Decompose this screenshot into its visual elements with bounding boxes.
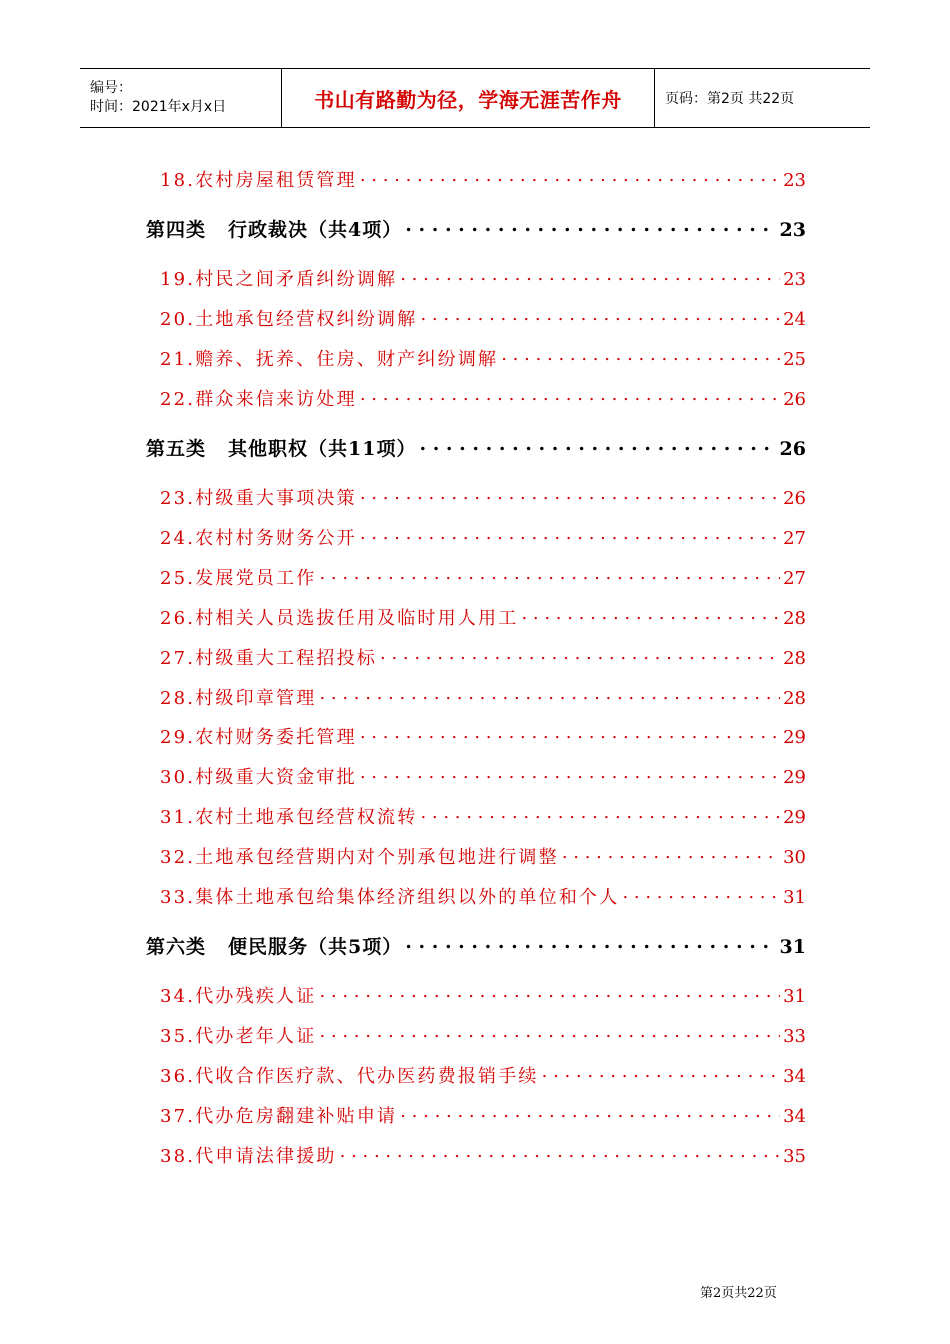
toc-item <box>160 644 806 670</box>
toc-category-number: 第四类 <box>146 219 207 241</box>
toc-label: 26.村相关人员选拔任用及临时用人用工 <box>160 608 519 629</box>
header-meta <box>80 69 282 127</box>
toc-label: 30.村级重大资金审批 <box>160 767 357 788</box>
toc-leader-dots <box>319 984 780 1002</box>
toc-leader-dots <box>360 526 780 544</box>
toc-label: 18.农村房屋租赁管理 <box>160 170 357 191</box>
toc-leader-dots <box>360 168 780 186</box>
toc-page-number: 25 <box>783 349 806 370</box>
toc-item <box>160 305 806 331</box>
toc-category-title: 其他职权（共11项） <box>228 438 417 460</box>
toc-page-number: 28 <box>783 648 806 669</box>
toc-item <box>160 843 806 869</box>
toc-page-number: 31 <box>783 887 806 908</box>
header-page-info <box>655 69 870 127</box>
toc-label: 38.代申请法律援助 <box>160 1146 337 1167</box>
toc-category-number: 第五类 <box>146 438 207 460</box>
toc-page-number: 23 <box>783 170 806 191</box>
toc-leader-dots <box>360 387 780 405</box>
toc-label <box>146 932 402 959</box>
toc-item <box>160 1022 806 1048</box>
toc-label: 19.村民之间矛盾纠纷调解 <box>160 269 398 290</box>
toc-label <box>146 215 402 242</box>
toc-page-number: 26 <box>783 488 806 509</box>
toc-page-number: 27 <box>783 528 806 549</box>
toc-label: 29.农村财务委托管理 <box>160 727 357 748</box>
toc-item <box>160 883 806 909</box>
toc-leader-dots <box>319 686 780 704</box>
toc-label: 20.土地承包经营权纠纷调解 <box>160 309 418 330</box>
toc-leader-dots <box>405 934 776 953</box>
toc-leader-dots <box>380 646 780 664</box>
toc-leader-dots <box>521 606 780 624</box>
toc-label: 24.农村村务财务公开 <box>160 528 357 549</box>
toc-label: 21.赡养、抚养、住房、财产纠纷调解 <box>160 349 499 370</box>
toc-label: 23.村级重大事项决策 <box>160 488 357 509</box>
toc-item <box>160 484 806 510</box>
toc-page-number: 31 <box>783 986 806 1007</box>
toc-leader-dots <box>400 1104 780 1122</box>
toc-item <box>160 982 806 1008</box>
toc-leader-dots <box>405 217 776 236</box>
header-motto <box>282 69 655 127</box>
toc-leader-dots <box>319 1024 780 1042</box>
toc-page-number: 35 <box>783 1146 806 1167</box>
page-header <box>80 68 870 128</box>
toc-item <box>160 345 806 371</box>
toc-page-number: 28 <box>783 608 806 629</box>
toc-item <box>160 763 806 789</box>
toc-item <box>160 564 806 590</box>
toc-page-number: 34 <box>783 1106 806 1127</box>
toc-label: 34.代办残疾人证 <box>160 986 317 1007</box>
toc-item <box>160 1142 806 1168</box>
toc-leader-dots <box>319 566 780 584</box>
toc-item <box>160 1102 806 1128</box>
toc-page-number: 24 <box>783 309 806 330</box>
toc-label: 36.代收合作医疗款、代办医药费报销手续 <box>160 1066 539 1087</box>
toc-page-number: 23 <box>783 269 806 290</box>
toc-label: 25.发展党员工作 <box>160 568 317 589</box>
toc-leader-dots <box>622 885 780 903</box>
toc-label: 32.土地承包经营期内对个别承包地进行调整 <box>160 847 559 868</box>
toc-page-number: 23 <box>779 219 806 241</box>
footer-page-text: 第2页共22页 <box>700 1286 777 1301</box>
toc-leader-dots <box>419 436 776 455</box>
header-time: 时间：2021年x月x日 <box>90 99 227 115</box>
toc-leader-dots <box>562 845 780 863</box>
toc-category-title: 便民服务（共5项） <box>228 936 403 958</box>
toc-label: 31.农村土地承包经营权流转 <box>160 807 418 828</box>
toc-leader-dots <box>360 486 780 504</box>
toc-page-number: 26 <box>783 389 806 410</box>
toc-leader-dots <box>400 267 780 285</box>
header-page-text: 页码：第2页 共22页 <box>665 91 795 107</box>
toc-item <box>160 723 806 749</box>
toc-page-number: 27 <box>783 568 806 589</box>
toc-page-number: 30 <box>783 847 806 868</box>
toc-label: 28.村级印章管理 <box>160 688 317 709</box>
toc-item <box>160 684 806 710</box>
toc-label <box>146 434 416 461</box>
toc-leader-dots <box>340 1144 780 1162</box>
toc-leader-dots <box>420 307 780 325</box>
toc-category-title: 行政裁决（共4项） <box>228 219 403 241</box>
toc-page-number: 28 <box>783 688 806 709</box>
toc-page-number: 29 <box>783 727 806 748</box>
toc-item <box>160 524 806 550</box>
toc-label: 27.村级重大工程招投标 <box>160 648 378 669</box>
toc-category-number: 第六类 <box>146 936 207 958</box>
toc-item <box>160 385 806 411</box>
header-number: 编号： <box>90 80 132 96</box>
toc-leader-dots <box>360 765 780 783</box>
toc-item <box>160 1062 806 1088</box>
toc-page-number: 34 <box>783 1066 806 1087</box>
toc-page-number: 31 <box>779 936 806 958</box>
toc-item <box>160 166 806 192</box>
toc-item <box>160 803 806 829</box>
toc-page-number: 33 <box>783 1026 806 1047</box>
page-footer <box>700 1282 777 1301</box>
toc-page-number: 29 <box>783 807 806 828</box>
toc-page-number: 26 <box>779 438 806 460</box>
toc-label: 33.集体土地承包给集体经济组织以外的单位和个人 <box>160 887 620 908</box>
toc-page-number: 29 <box>783 767 806 788</box>
toc-category <box>146 434 806 461</box>
toc-category <box>146 932 806 959</box>
toc-label: 37.代办危房翻建补贴申请 <box>160 1106 398 1127</box>
motto-text: 书山有路勤为径，学海无涯苦作舟 <box>314 87 622 112</box>
toc-label: 35.代办老年人证 <box>160 1026 317 1047</box>
toc-leader-dots <box>542 1064 780 1082</box>
toc-leader-dots <box>420 805 780 823</box>
toc-leader-dots <box>360 725 780 743</box>
toc-leader-dots <box>501 347 780 365</box>
toc-item <box>160 265 806 291</box>
toc-label: 22.群众来信来访处理 <box>160 389 357 410</box>
toc-item <box>160 604 806 630</box>
toc-category <box>146 215 806 242</box>
